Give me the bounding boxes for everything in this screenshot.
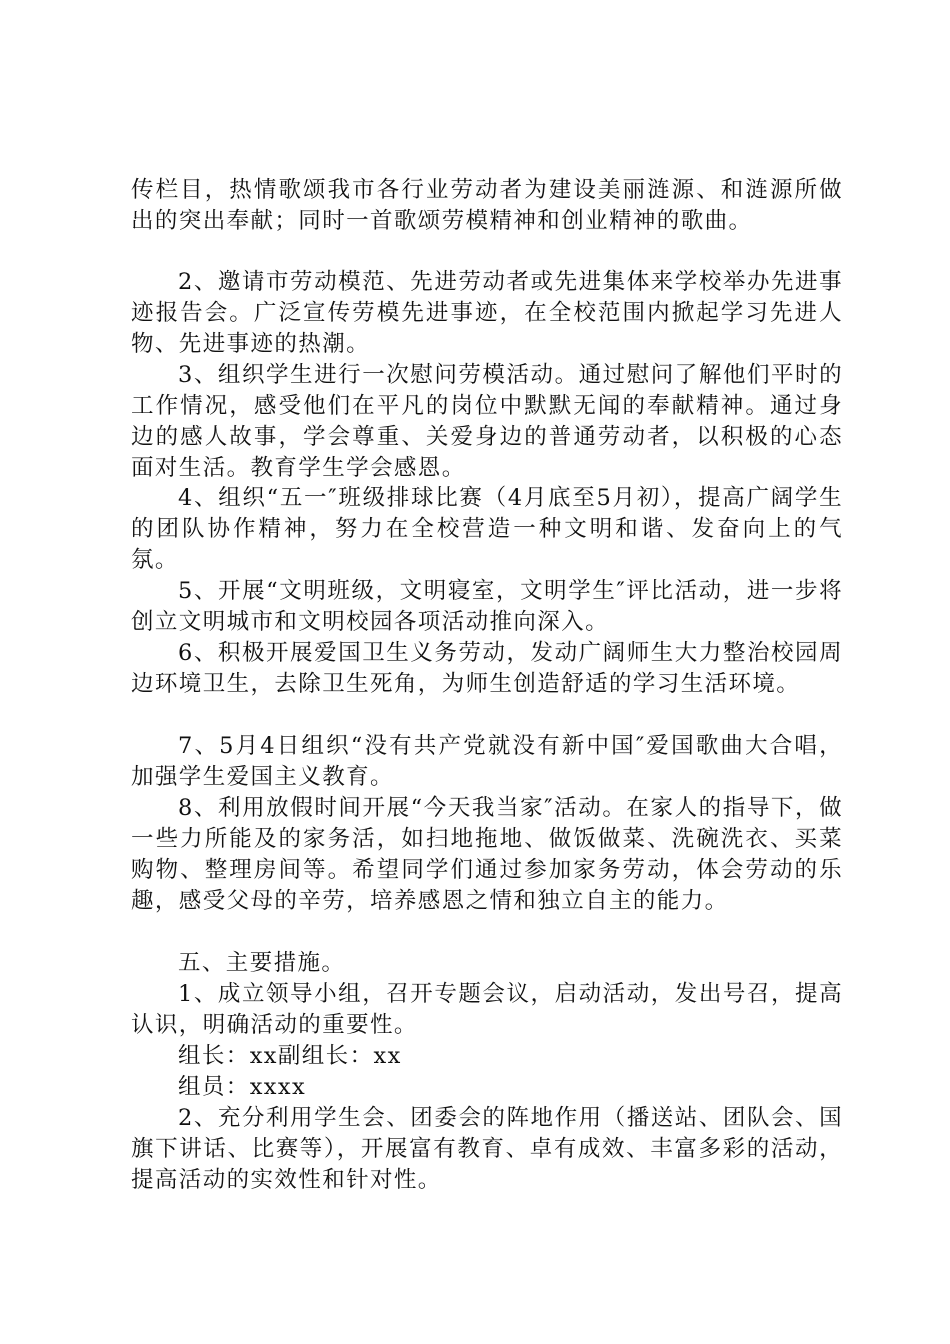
leader-line: 组长：xx副组长：xx: [178, 1043, 402, 1069]
section-heading-measures: 五、主要措施。: [178, 950, 346, 976]
paragraph-measure-2: 2、充分利用学生会、团委会的阵地作用（播送站、团队会、国旗下讲话、比赛等），开展富有教育、卓有成效、丰富多彩的活动，提高活动的实效性和针对性。: [131, 1105, 843, 1193]
paragraph-continuation: 传栏目，热情歌颂我市各行业劳动者为建设美丽涟源、和涟源所做出的突出奉献；同时一首歌颂劳模精神和创业精神的歌曲。: [131, 177, 843, 234]
paragraph-item-7: 7、5月4日组织“没有共产党就没有新中国″爱国歌曲大合唱，加强学生爱国主义教育。: [131, 733, 843, 790]
paragraph-item-5: 5、开展“文明班级，文明寝室，文明学生″评比活动，进一步将创立文明城市和文明校园各项活动推向深入。: [131, 578, 843, 635]
paragraph-item-6: 6、积极开展爱国卫生义务劳动，发动广阔师生大力整治校园周边环境卫生，去除卫生死角，为师生创造舒适的学习生活环境。: [131, 640, 843, 697]
paragraph-measure-1: 1、成立领导小组，召开专题会议，启动活动，发出号召，提高认识，明确活动的重要性。: [131, 981, 843, 1038]
paragraph-item-2: 2、邀请市劳动模范、先进劳动者或先进集体来学校举办先进事迹报告会。广泛宣传劳模先进事迹，在全校范围内掀起学习先进人物、先进事迹的热潮。: [131, 269, 843, 357]
paragraph-item-8: 8、利用放假时间开展“今天我当家″活动。在家人的指导下，做一些力所能及的家务活，如扫地拖地、做饭做菜、洗碗洗衣、买菜购物、整理房间等。希望同学们通过参加家务劳动，体会劳动的乐趣，感受父母的辛劳，培养感恩之情和独立自主的能力。: [131, 795, 843, 914]
paragraph-item-3: 3、组织学生进行一次慰问劳模活动。通过慰问了解他们平时的工作情况，感受他们在平凡的岗位中默默无闻的奉献精神。通过身边的感人故事，学会尊重、关爱身边的普通劳动者，以积极的心态面对生活。教育学生学会感恩。: [131, 362, 843, 481]
members-line: 组员：xxxx: [178, 1074, 307, 1100]
paragraph-item-4: 4、组织“五一″班级排球比赛（4月底至5月初），提高广阔学生的团队协作精神，努力在全校营造一种文明和谐、发奋向上的气氛。: [131, 485, 843, 573]
